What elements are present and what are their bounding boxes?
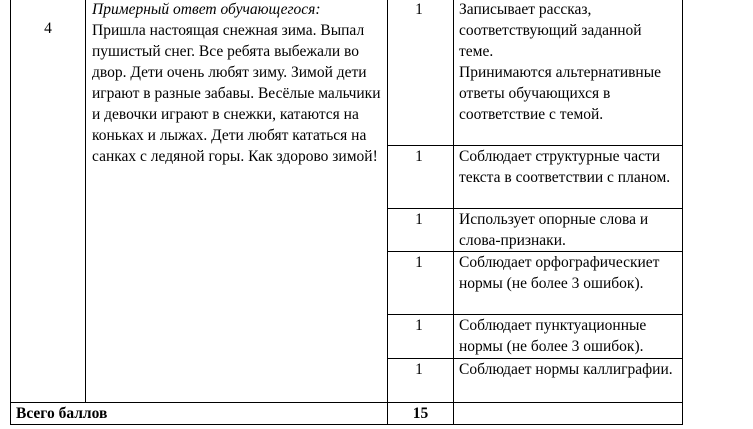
criterion-points: 1: [388, 209, 454, 252]
criterion-text: Соблюдает пунктуационные нормы (не более 3 ошибок).: [459, 317, 647, 355]
criterion-text: Записывает рассказ, соответствующий заданной теме.: [459, 1, 642, 60]
criterion-text: Принимаются альтернативные ответы обучающихся в соответствие с темой.: [459, 64, 662, 123]
criterion-text: Соблюдает нормы каллиграфии.: [459, 361, 673, 378]
criterion-description: [454, 0, 683, 146]
criterion-description: [454, 252, 683, 315]
criterion-text: Соблюдает структурные части текста в соответствии с планом.: [459, 148, 671, 186]
criterion-description: [454, 209, 683, 252]
criterion-points: 1: [388, 252, 454, 315]
criterion-text: Использует опорные слова и слова-признаки.: [459, 211, 649, 249]
criterion-description: [454, 146, 683, 209]
sample-answer-text: Пришла настоящая снежная зима. Выпал пушистый снег. Все ребята выбежали во двор. Дети очень любят зиму. Зимой дети играют в разные забавы. Весёлые мальчики и девочки играют в снежки, катаются на коньках и лыжах. Дети любят кататься на санках с ледяной горы. Как здорово зимой!: [92, 22, 381, 165]
sample-answer-intro: Примерный ответ обучающегося:: [92, 1, 321, 18]
total-row: [11, 403, 683, 425]
criterion-points: 1: [388, 315, 454, 359]
criterion-points: 1: [388, 359, 454, 403]
total-label: Всего баллов: [11, 403, 388, 425]
criterion-description: [454, 315, 683, 359]
total-points: 15: [388, 403, 454, 425]
criteria-row: [11, 0, 683, 146]
task-number: 4: [11, 0, 86, 403]
sample-answer-cell: [86, 0, 388, 403]
total-empty-cell: [454, 403, 683, 425]
grading-table: [10, 0, 683, 425]
criterion-points: 1: [388, 146, 454, 209]
criterion-text: Соблюдает орфографическиет нормы (не более 3 ошибок).: [459, 254, 660, 292]
criterion-description: [454, 359, 683, 403]
criterion-points: 1: [388, 0, 454, 146]
